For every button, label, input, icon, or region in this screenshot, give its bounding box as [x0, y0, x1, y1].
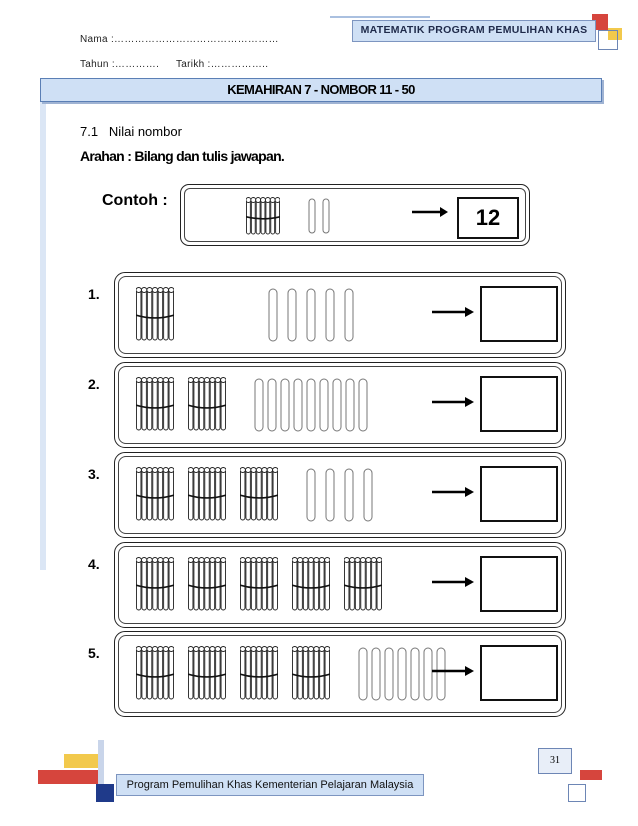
example-arrow-icon [412, 205, 448, 219]
arrow-icon [432, 575, 474, 589]
ten-stick-bundle-icon [188, 645, 226, 701]
answer-box[interactable] [480, 466, 558, 522]
section-heading [80, 124, 182, 139]
single-stick-icon [325, 468, 335, 522]
question-number: 3. [88, 466, 100, 482]
ten-stick-bundle-icon [188, 556, 226, 612]
single-stick-icon [254, 378, 264, 432]
question-objects [130, 643, 420, 703]
skill-title: KEMAHIRAN 7 - NOMBOR 11 - 50 [227, 82, 415, 97]
arrow-icon [432, 305, 474, 319]
single-stick-icon [363, 468, 373, 522]
arrow-icon [432, 664, 474, 678]
single-stick-icon [319, 378, 329, 432]
example-answer-box: 12 [457, 197, 519, 239]
name-field: Nama :………………………………………… [80, 34, 279, 45]
single-stick-icon [287, 288, 297, 342]
arrow-icon [432, 395, 474, 409]
ten-stick-bundle-icon [240, 645, 278, 701]
single-stick-icon [267, 378, 277, 432]
skill-banner [40, 78, 602, 102]
section-number: 7.1 [80, 124, 99, 139]
arrow-icon [432, 485, 474, 499]
single-stick-icon [280, 378, 290, 432]
question-objects [130, 554, 420, 614]
ten-stick-bundle-icon [136, 556, 174, 612]
single-stick-icon [306, 378, 316, 432]
header-title-box [352, 20, 596, 42]
ten-stick-bundle-icon [292, 556, 330, 612]
answer-box[interactable] [480, 645, 558, 701]
header-title: MATEMATIK PROGRAM PEMULIHAN KHAS [360, 24, 588, 36]
ten-stick-bundle-icon [136, 286, 174, 342]
ten-stick-bundle-icon [136, 376, 174, 432]
single-stick-icon [325, 288, 335, 342]
single-stick-icon [308, 198, 316, 234]
single-stick-icon [322, 198, 330, 234]
section-label: Nilai nombor [108, 124, 182, 139]
footer-box [116, 774, 424, 796]
single-stick-icon [268, 288, 278, 342]
question-number: 2. [88, 376, 100, 392]
ten-stick-bundle-icon [188, 376, 226, 432]
question-objects [130, 284, 420, 344]
ten-stick-bundle-icon [240, 466, 278, 522]
ten-stick-bundle-icon [292, 645, 330, 701]
ten-stick-bundle-icon [136, 645, 174, 701]
question-objects [130, 374, 420, 434]
ten-stick-bundle-icon [188, 466, 226, 522]
question-number: 5. [88, 645, 100, 661]
single-stick-icon [306, 468, 316, 522]
page-number: 31 [538, 748, 572, 774]
example-objects [240, 194, 420, 238]
left-margin-bar [40, 100, 46, 570]
ten-stick-bundle-icon [246, 196, 280, 236]
single-stick-icon [384, 647, 394, 701]
single-stick-icon [293, 378, 303, 432]
single-stick-icon [332, 378, 342, 432]
footer-text: Program Pemulihan Khas Kementerian Pelajaran Malaysia [126, 779, 414, 791]
ten-stick-bundle-icon [136, 466, 174, 522]
single-stick-icon [344, 288, 354, 342]
answer-box[interactable] [480, 556, 558, 612]
single-stick-icon [371, 647, 381, 701]
date-field: Tarikh :…………….. [176, 59, 269, 70]
single-stick-icon [306, 288, 316, 342]
single-stick-icon [358, 378, 368, 432]
answer-box[interactable] [480, 286, 558, 342]
answer-box[interactable] [480, 376, 558, 432]
year-field: Tahun :…………. [80, 59, 160, 70]
single-stick-icon [397, 647, 407, 701]
example-label: Contoh : [102, 192, 168, 209]
single-stick-icon [344, 468, 354, 522]
question-objects [130, 464, 420, 524]
single-stick-icon [345, 378, 355, 432]
single-stick-icon [410, 647, 420, 701]
instruction: Arahan : Bilang dan tulis jawapan. [80, 148, 285, 164]
single-stick-icon [358, 647, 368, 701]
ten-stick-bundle-icon [344, 556, 382, 612]
question-number: 4. [88, 556, 100, 572]
question-number: 1. [88, 286, 100, 302]
ten-stick-bundle-icon [240, 556, 278, 612]
